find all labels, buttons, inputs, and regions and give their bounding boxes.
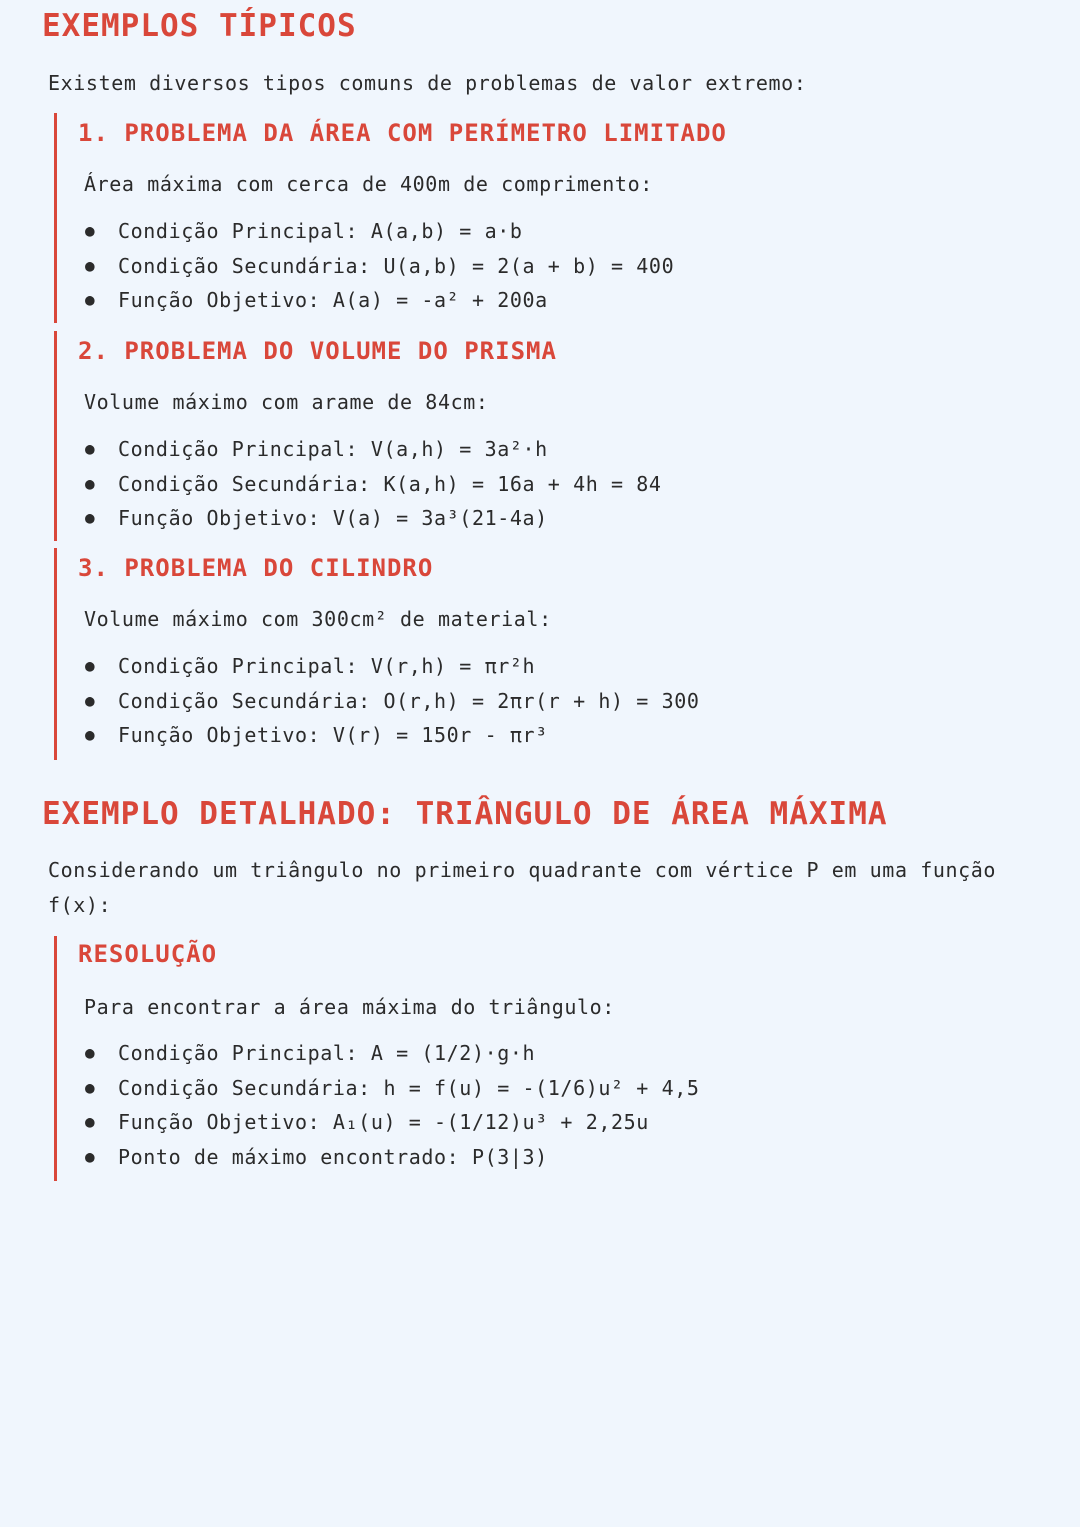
bullet-icon: ● [85,508,96,528]
list-item: ● Condição Principal: V(r,h) = πr²h [57,649,700,684]
list-item: ● Condição Principal: V(a,h) = 3a²·h [57,432,662,467]
list-item: ● Função Objetivo: A₁(u) = -(1/12)u³ + 2,25u [57,1105,700,1140]
bullet-icon: ● [85,1147,96,1167]
problem-block-prism [54,331,1037,541]
list-item: ● Condição Secundária: O(r,h) = 2πr(r + h) = 300 [57,684,700,719]
condition-list [57,1036,700,1175]
section-intro: Considerando um triângulo no primeiro quadrante com vértice P em uma função f(x): [48,858,997,917]
bullet-icon: ● [85,1077,96,1097]
section-title-typical-examples: EXEMPLOS TÍPICOS [42,8,357,44]
section-intro: Existem diversos tipos comuns de problemas de valor extremo: [48,71,807,95]
resolution-heading: RESOLUÇÃO [78,940,218,968]
problem-description: Volume máximo com 300cm² de material: [84,607,552,631]
list-item: ● Condição Principal: A(a,b) = a·b [57,214,674,249]
bullet-icon: ● [85,725,96,745]
problem-heading: 3. PROBLEMA DO CILINDRO [78,554,434,582]
resolution-block [54,936,1037,1181]
condition-list [57,649,700,753]
resolution-description: Para encontrar a área máxima do triângulo: [84,995,615,1019]
bullet-icon: ● [85,656,96,675]
problem-heading: 2. PROBLEMA DO VOLUME DO PRISMA [78,337,557,365]
problem-heading: 1. PROBLEMA DA ÁREA COM PERÍMETRO LIMITADO [78,119,727,147]
problem-block-cylinder [54,548,1037,760]
list-item: ● Função Objetivo: V(r) = 150r - πr³ [57,718,700,753]
problem-description: Volume máximo com arame de 84cm: [84,390,489,414]
bullet-icon: ● [85,439,96,458]
bullet-icon: ● [85,690,96,710]
bullet-icon: ● [85,1043,96,1062]
bullet-icon: ● [85,473,96,493]
list-item: ● Condição Secundária: K(a,h) = 16a + 4h = 84 [57,467,662,502]
list-item: ● Condição Principal: A = (1/2)·g·h [57,1036,700,1071]
list-item: ● Ponto de máximo encontrado: P(3|3) [57,1140,700,1175]
list-item: ● Função Objetivo: V(a) = 3a³(21-4a) [57,501,662,536]
problem-block-area [54,113,1037,323]
list-item: ● Função Objetivo: A(a) = -a² + 200a [57,283,674,318]
bullet-icon: ● [85,1112,96,1132]
bullet-icon: ● [85,255,96,275]
section-title-detailed-example: EXEMPLO DETALHADO: TRIÂNGULO DE ÁREA MÁXIMA [42,796,888,832]
condition-list [57,432,662,536]
bullet-icon: ● [85,221,96,240]
condition-list [57,214,674,318]
list-item: ● Condição Secundária: h = f(u) = -(1/6)u² + 4,5 [57,1071,700,1106]
problem-description: Área máxima com cerca de 400m de comprimento: [84,172,653,196]
bullet-icon: ● [85,290,96,310]
list-item: ● Condição Secundária: U(a,b) = 2(a + b) = 400 [57,249,674,284]
